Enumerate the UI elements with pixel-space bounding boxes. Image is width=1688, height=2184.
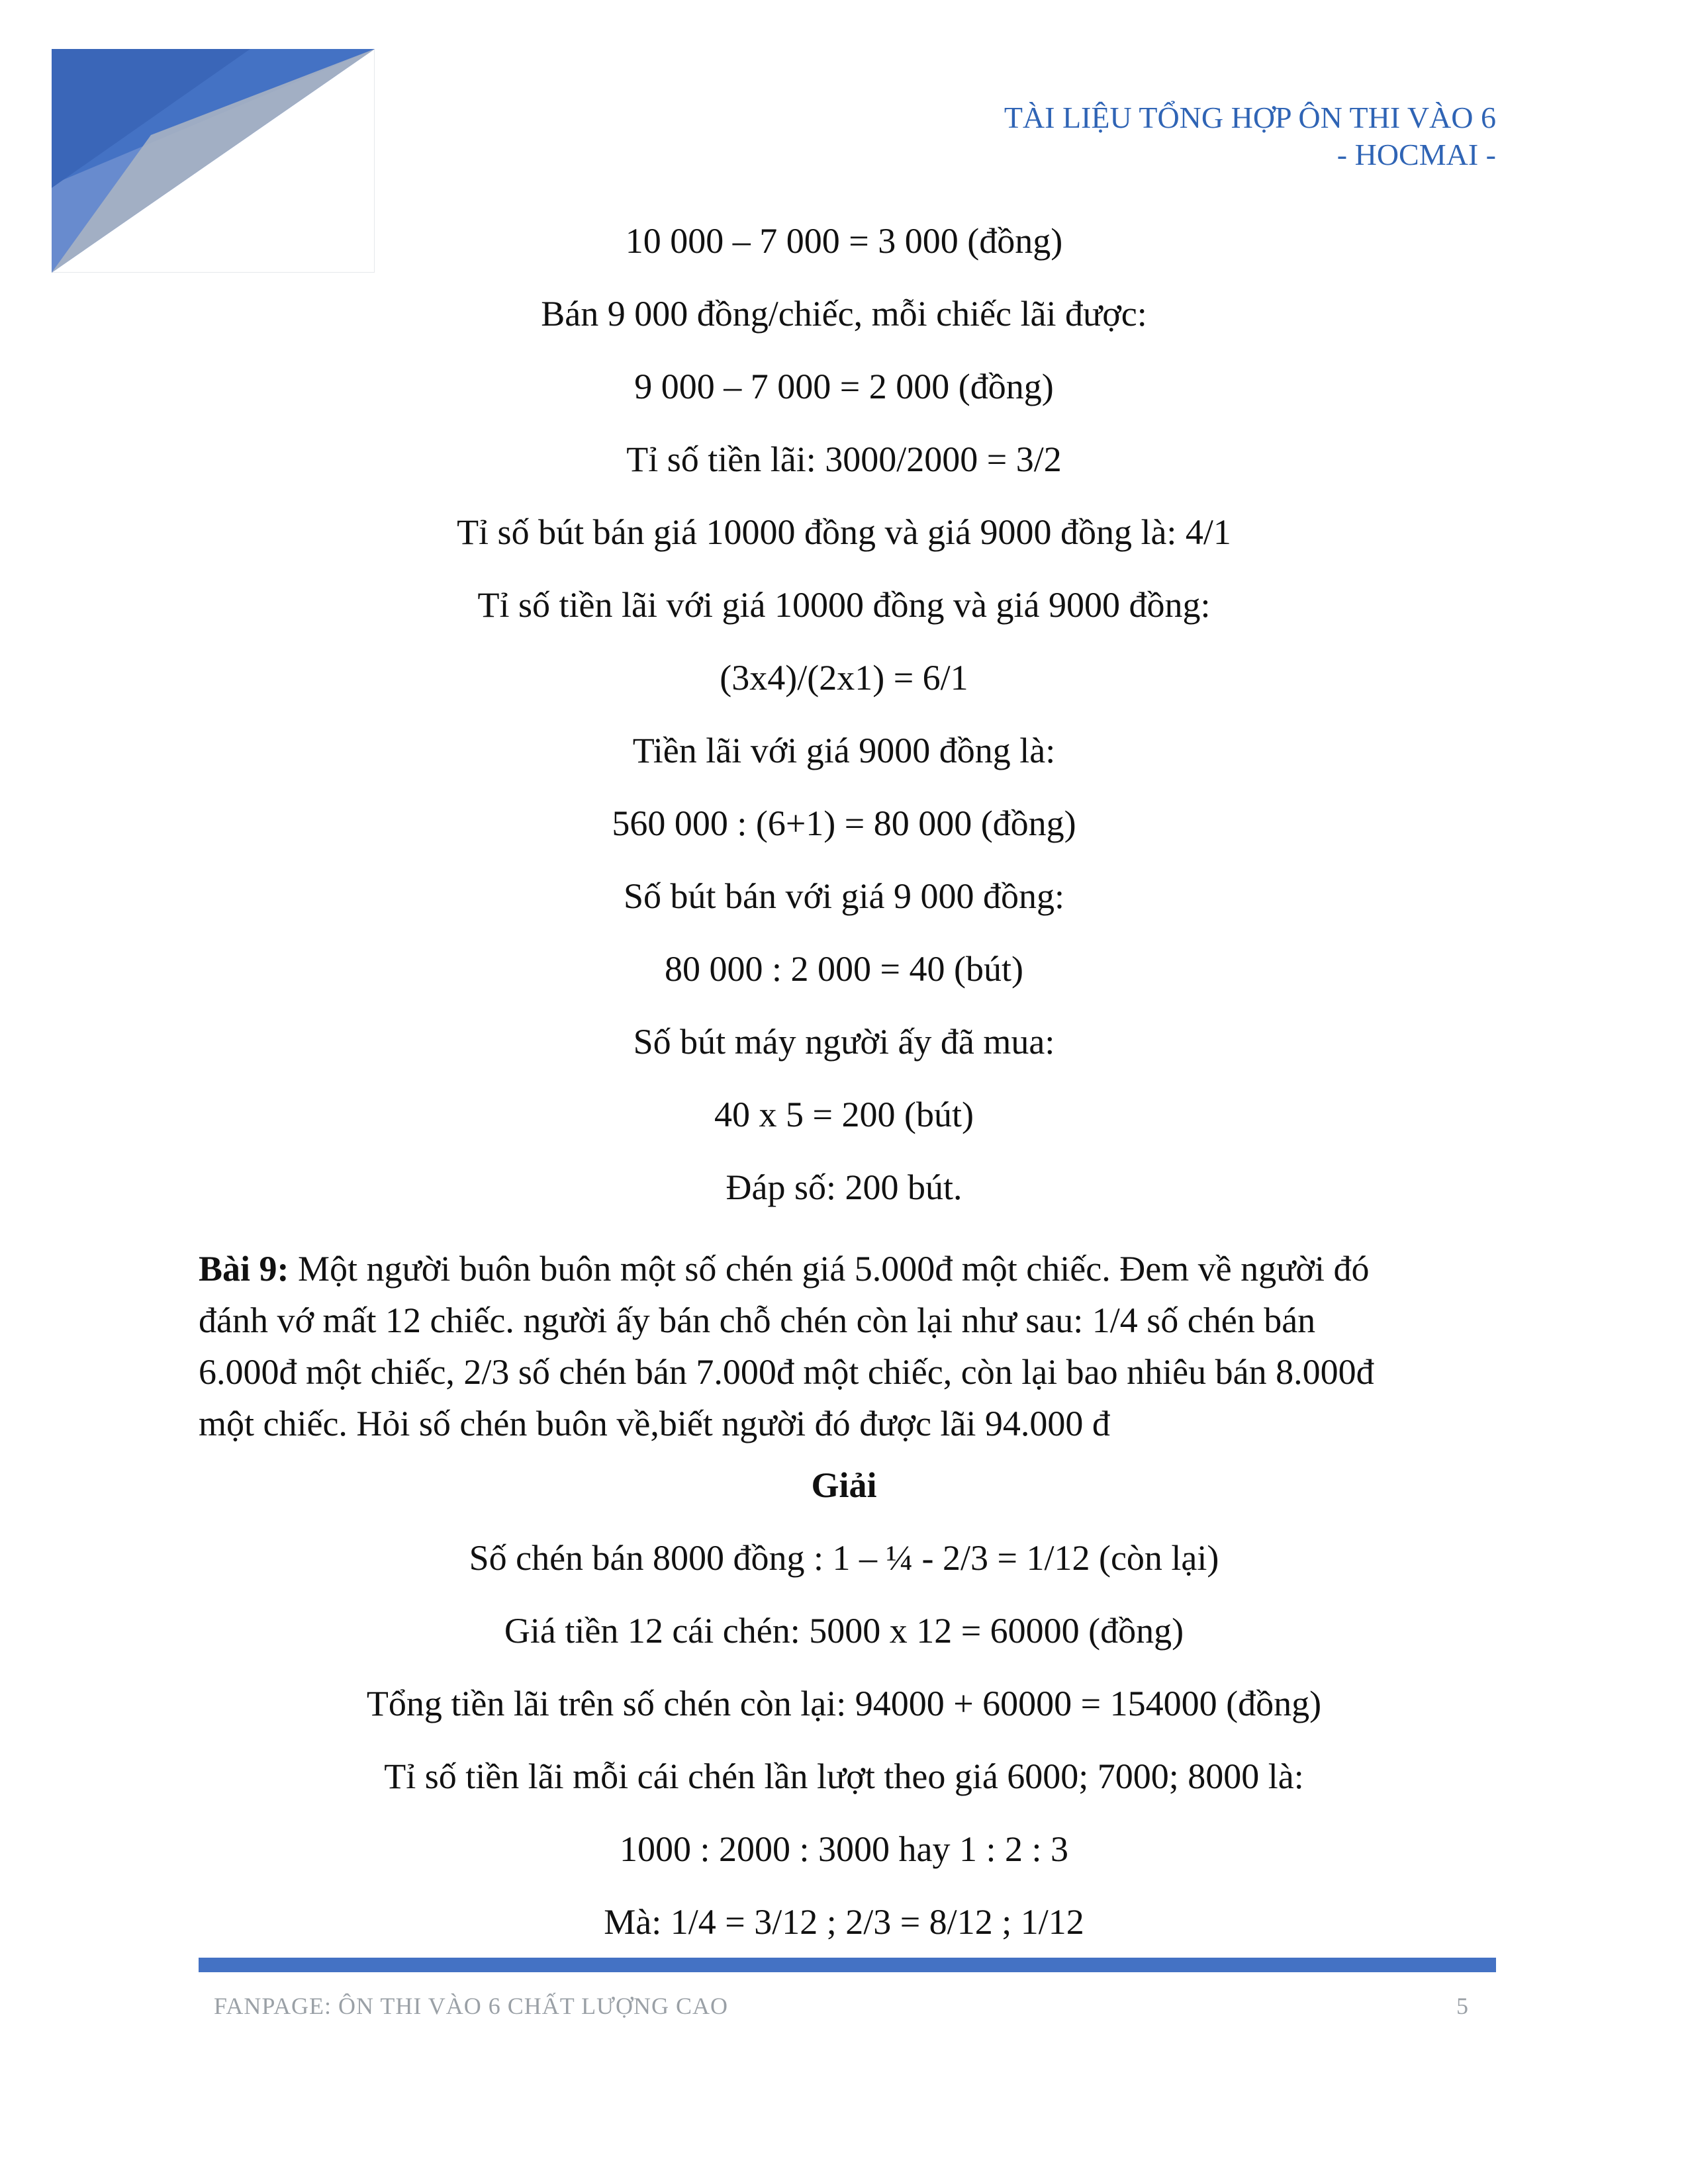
solution-line: Mà: 1/4 = 3/12 ; 2/3 = 8/12 ; 1/12 [604,1902,1084,1942]
solution-heading: Giải [811,1465,877,1505]
solution-line: 560 000 : (6+1) = 80 000 (đồng) [612,803,1076,843]
problem-label: Bài 9: [199,1249,289,1289]
solution-line: 9 000 – 7 000 = 2 000 (đồng) [634,367,1054,406]
problem-line: 6.000đ một chiếc, 2/3 số chén bán 7.000đ một chiếc, còn lại bao nhiêu bán 8.000đ [199,1352,1374,1392]
header-title: TÀI LIỆU TỔNG HỢP ÔN THI VÀO 6 [1004,101,1496,134]
problem-line: đánh vớ mất 12 chiếc. người ấy bán chỗ chén còn lại như sau: 1/4 số chén bán [199,1300,1316,1340]
solution-line: Số chén bán 8000 đồng : 1 – ¼ - 2/3 = 1/12 (còn lại) [469,1538,1219,1578]
solution-line: 80 000 : 2 000 = 40 (bút) [665,949,1023,989]
solution-line: Giá tiền 12 cái chén: 5000 x 12 = 60000 (đồng) [504,1611,1184,1651]
problem-line: một chiếc. Hỏi số chén buôn về,biết người đó được lãi 94.000 đ [199,1404,1110,1443]
problem-line [199,1243,1496,1295]
header-subtitle: - HOCMAI - [1336,138,1496,171]
final-answer: Đáp số: 200 bút. [726,1167,962,1207]
problem-text: Một người buôn buôn một số chén giá 5.000đ một chiếc. Đem về người đó [289,1249,1370,1289]
solution-line: Số bút bán với giá 9 000 đồng: [623,876,1065,916]
document-header [1004,99,1496,173]
solution-line: Tỉ số tiền lãi mỗi cái chén lần lượt theo giá 6000; 7000; 8000 là: [384,1756,1304,1796]
solution-line: Tiền lãi với giá 9000 đồng là: [632,731,1056,770]
solution-line: Tỉ số tiền lãi: 3000/2000 = 3/2 [626,439,1062,479]
solution-line: Tỉ số tiền lãi với giá 10000 đồng và giá 9000 đồng: [477,585,1211,625]
solution-line: 1000 : 2000 : 3000 hay 1 : 2 : 3 [620,1829,1068,1869]
solution-line: Tổng tiền lãi trên số chén còn lại: 94000 + 60000 = 154000 (đồng) [366,1684,1322,1723]
solution-line: Tỉ số bút bán giá 10000 đồng và giá 9000 đồng là: 4/1 [457,512,1231,552]
page-number: 5 [1456,1993,1468,2019]
footer-fanpage: FANPAGE: ÔN THI VÀO 6 CHẤT LƯỢNG CAO [214,1993,728,2019]
solution-line: Bán 9 000 đồng/chiếc, mỗi chiếc lãi được: [541,294,1147,334]
problem-statement [199,1243,1496,1449]
solution-line: (3x4)/(2x1) = 6/1 [720,658,968,698]
footer-divider [199,1958,1496,1972]
solution-line: Số bút máy người ấy đã mua: [633,1022,1055,1062]
solution-line: 40 x 5 = 200 (bút) [714,1095,974,1134]
solution-line: 10 000 – 7 000 = 3 000 (đồng) [625,221,1063,261]
